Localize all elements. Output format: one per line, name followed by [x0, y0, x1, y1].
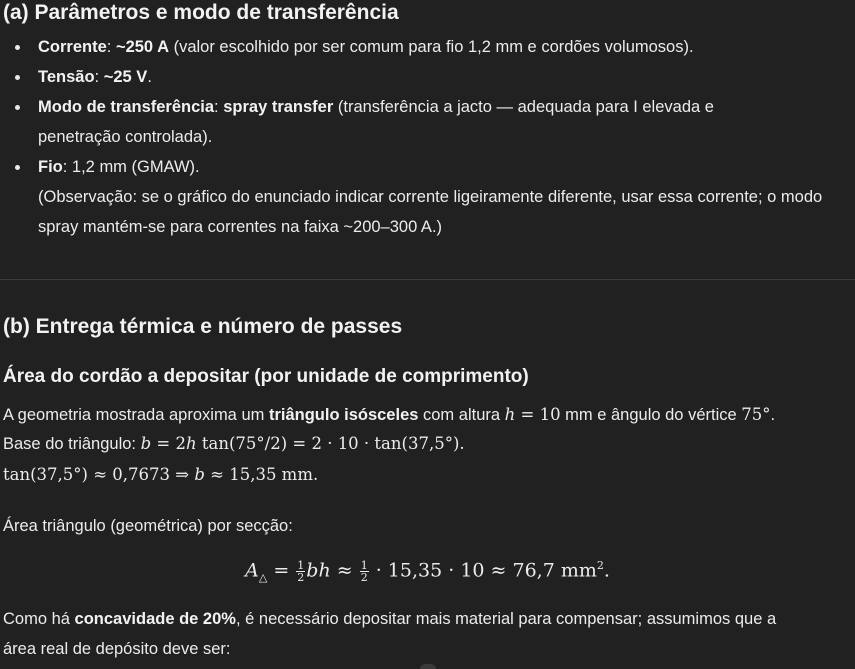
- item-label: Corrente: [38, 38, 107, 56]
- math-text: ≈: [330, 559, 359, 582]
- section-b-title: (b) Entrega térmica e número de passes: [3, 315, 403, 338]
- item-sep: :: [214, 98, 224, 116]
- item-sep: :: [94, 68, 104, 86]
- text: , é necessário depositar mais material para compensar; assumimos que a: [235, 610, 777, 628]
- math-var: h: [504, 405, 516, 424]
- bold-text: triângulo isósceles: [268, 406, 419, 424]
- item-note: (Observação: se o gráfico do enunciado indicar corrente ligeiramente diferente, usar essa corrente; o modo spray mantém-se para correntes na faixa ~200–300 A.): [38, 188, 823, 236]
- text: A geometria mostrada aproxima um: [3, 406, 269, 424]
- math-text: = 10: [515, 405, 561, 424]
- math-text: tan(75°/2) = 2 · 10 · tan(37,5°).: [196, 434, 465, 453]
- tan-paragraph: [3, 465, 318, 484]
- item-label: Tensão: [38, 68, 95, 86]
- list-item: [0, 92, 855, 152]
- text: mm e ângulo do vértice: [560, 406, 742, 424]
- text: Como há: [3, 610, 75, 628]
- math-text: .: [603, 559, 610, 582]
- item-rest: (transferência a jacto — adequada para I elevada e penetração controlada).: [38, 98, 714, 146]
- text: .: [770, 406, 776, 424]
- item-rest: (valor escolhido por ser comum para fio 1,2 mm e cordões volumosos).: [169, 38, 694, 56]
- area-label: Área triângulo (geométrica) por secção:: [3, 517, 293, 535]
- list-item: [0, 32, 855, 62]
- fraction-den: 2: [297, 570, 305, 584]
- math-var: bh: [306, 559, 331, 582]
- item-rest: .: [147, 68, 152, 86]
- item-sep: :: [106, 38, 116, 56]
- fraction: [360, 560, 369, 583]
- math-sub: △: [258, 571, 268, 585]
- geometry-paragraph: [3, 405, 775, 425]
- item-value: ~250 A: [115, 38, 169, 56]
- fraction-num: 1: [297, 558, 305, 572]
- item-label: Fio: [38, 158, 63, 176]
- parameters-list: [0, 32, 855, 242]
- fraction-num: 1: [360, 558, 368, 572]
- concavity-paragraph: [3, 610, 776, 629]
- item-value: ~25 V: [103, 68, 148, 86]
- math-text: tan(37,5°) ≈ 0,7673 ⇒: [3, 465, 195, 484]
- item-label: Modo de transferência: [38, 98, 215, 116]
- fraction: [296, 560, 305, 583]
- base-paragraph: [3, 434, 465, 454]
- math-var: A: [245, 559, 259, 582]
- math-var: h: [185, 434, 197, 453]
- item-rest: : 1,2 mm (GMAW).: [62, 158, 200, 176]
- math-sup: 2: [596, 559, 604, 572]
- scroll-indicator[interactable]: [420, 664, 436, 669]
- bold-text: concavidade de 20%: [74, 610, 236, 628]
- math-text: ≈ 15,35 mm.: [204, 465, 319, 484]
- text: com altura: [418, 406, 505, 424]
- math-text: =: [267, 559, 296, 582]
- list-item: [0, 152, 855, 242]
- area-equation: [0, 559, 855, 584]
- math-text: 75°: [741, 405, 771, 424]
- fraction-den: 2: [360, 570, 368, 584]
- math-var: b: [140, 434, 152, 453]
- section-a-title: (a) Parâmetros e modo de transferência: [3, 1, 399, 24]
- area-real-paragraph: área real de depósito deve ser:: [3, 640, 231, 658]
- section-divider: [0, 279, 855, 280]
- math-text: · 15,35 · 10 ≈ 76,7 mm: [369, 559, 597, 582]
- section-b-subtitle: Área do cordão a depositar (por unidade de comprimento): [3, 366, 529, 387]
- math-text: = 2: [151, 434, 186, 453]
- list-item: [0, 62, 855, 92]
- math-var: b: [194, 465, 205, 484]
- item-value: spray transfer: [223, 98, 334, 116]
- text: Base do triângulo:: [3, 435, 141, 453]
